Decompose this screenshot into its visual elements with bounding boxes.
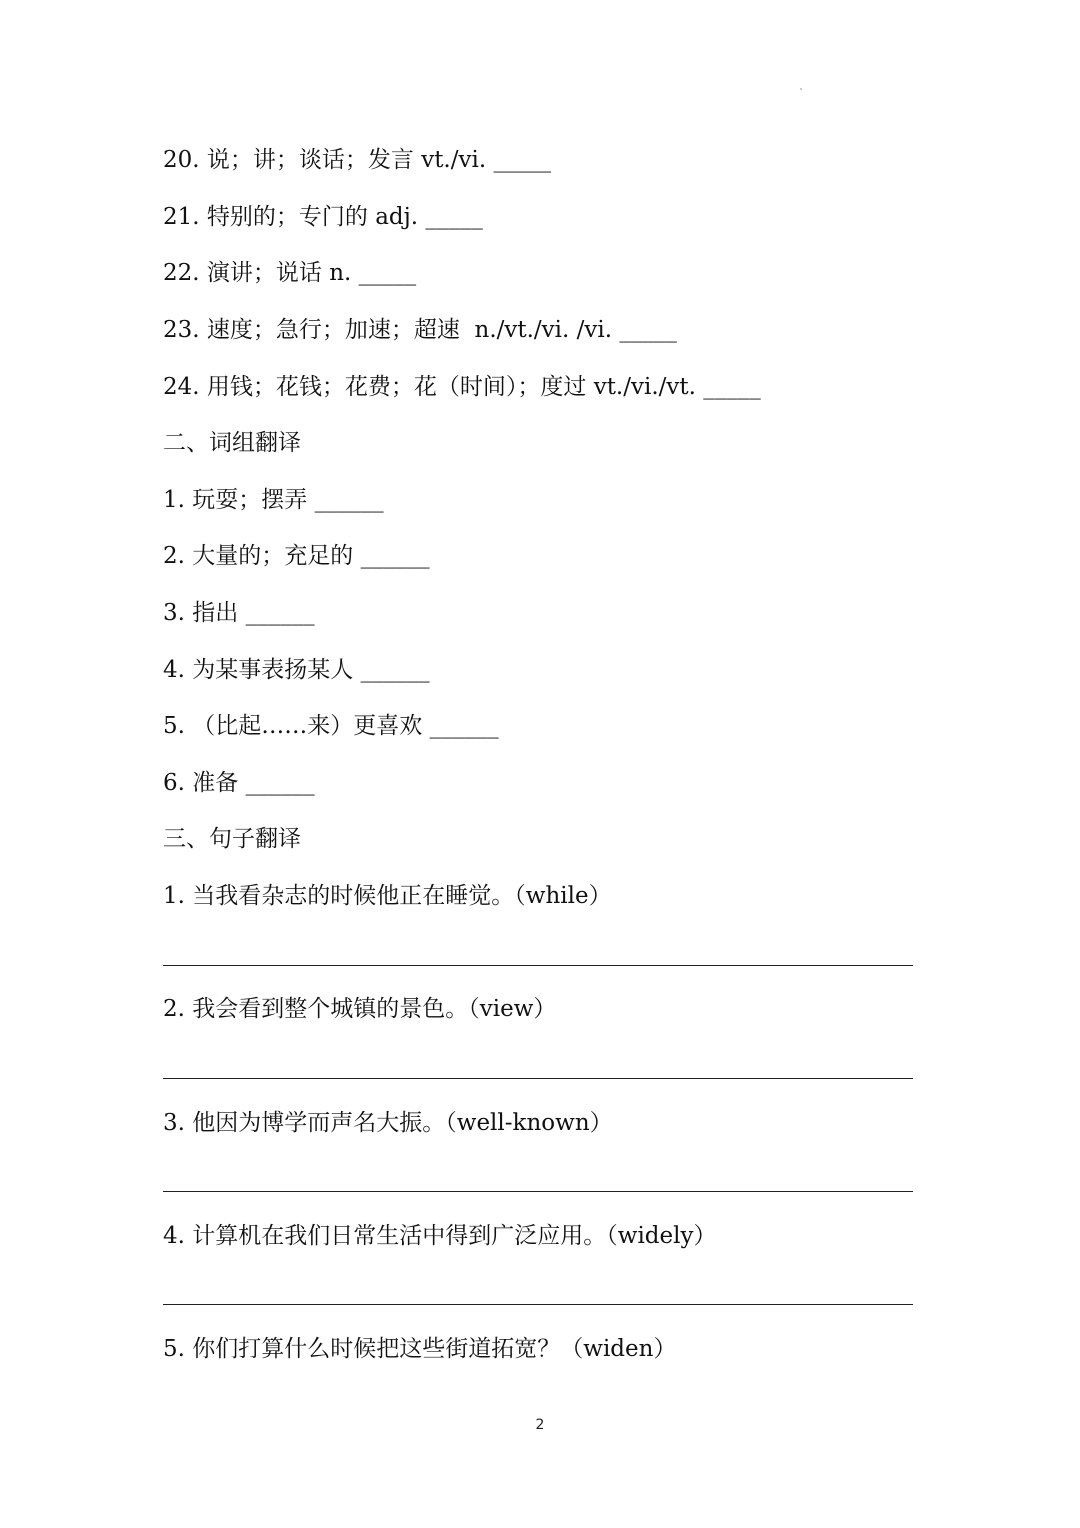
phrase-item-6: 6. 准备 ______ [163, 770, 315, 796]
vocab-item-24: 24. 用钱；花钱；花费；花（时间）；度过 vt./vi./vt. _____ [163, 374, 761, 400]
sentence-item-2: 2. 我会看到整个城镇的景色。（view） [163, 996, 557, 1022]
answer-line-4 [163, 1304, 913, 1305]
section-heading-sentences: 三、句子翻译 [163, 826, 301, 852]
answer-line-3 [163, 1191, 913, 1192]
phrase-item-2: 2. 大量的；充足的 ______ [163, 543, 430, 569]
answer-line-1 [163, 965, 913, 966]
scan-dot [800, 88, 802, 90]
answer-line-2 [163, 1078, 913, 1079]
phrase-item-3: 3. 指出 ______ [163, 600, 315, 626]
page-number: 2 [535, 1417, 545, 1433]
vocab-item-20: 20. 说；讲；谈话；发言 vt./vi. _____ [163, 147, 551, 173]
sentence-item-5: 5. 你们打算什么时候把这些街道拓宽？（widen） [163, 1336, 677, 1362]
section-heading-phrases: 二、词组翻译 [163, 430, 301, 456]
vocab-item-21: 21. 特别的；专门的 adj. _____ [163, 204, 483, 230]
sentence-item-4: 4. 计算机在我们日常生活中得到广泛应用。（widely） [163, 1223, 717, 1249]
vocab-item-22: 22. 演讲；说话 n. _____ [163, 260, 417, 286]
vocab-item-23: 23. 速度；急行；加速；超速 n./vt./vi. /vi. _____ [163, 317, 677, 343]
phrase-item-1: 1. 玩耍；摆弄 ______ [163, 487, 384, 513]
phrase-item-4: 4. 为某事表扬某人 ______ [163, 657, 430, 683]
sentence-item-3: 3. 他因为博学而声名大振。（well-known） [163, 1110, 613, 1136]
phrase-item-5: 5. （比起……来）更喜欢 ______ [163, 713, 499, 739]
sentence-item-1: 1. 当我看杂志的时候他正在睡觉。（while） [163, 883, 612, 909]
